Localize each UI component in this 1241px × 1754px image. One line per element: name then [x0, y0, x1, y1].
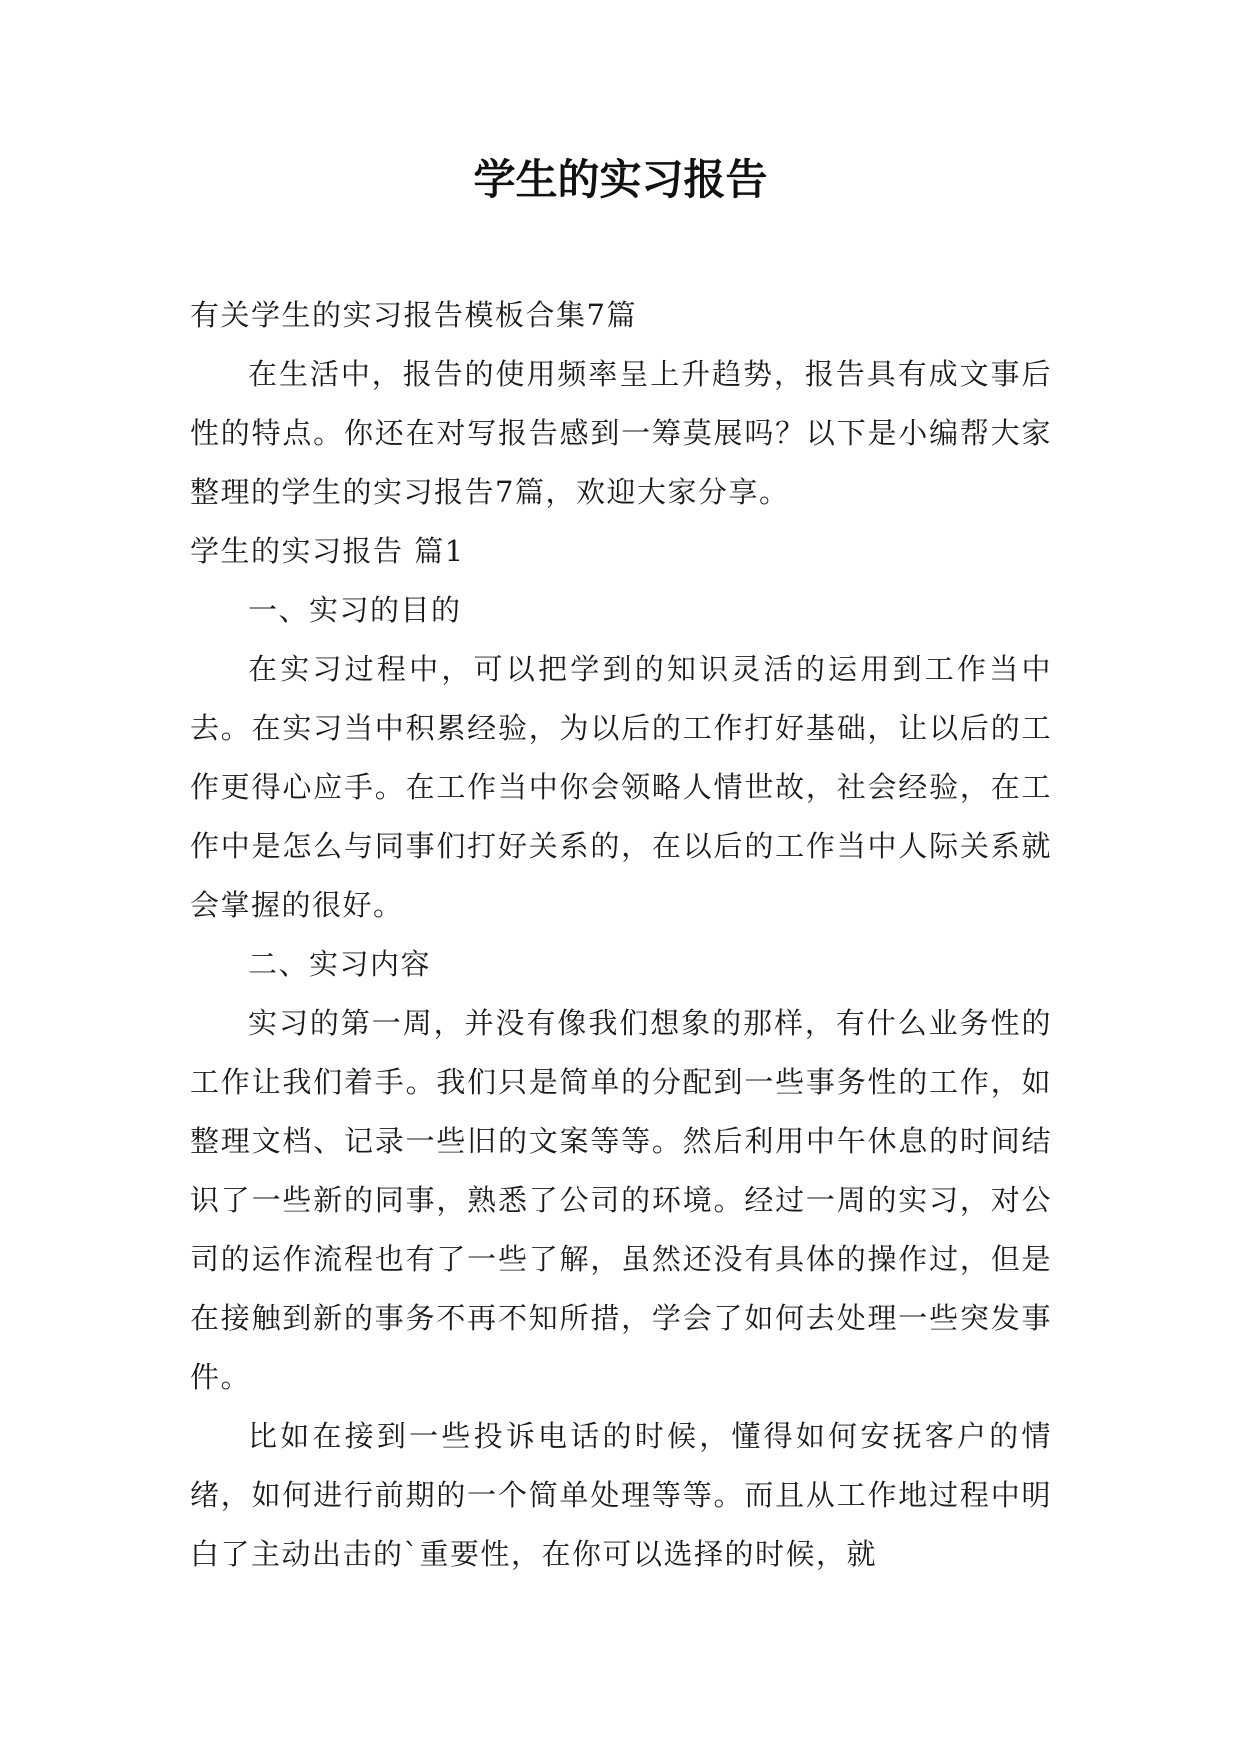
subtitle-paragraph: 有关学生的实习报告模板合集7篇 — [190, 298, 637, 332]
intro-paragraph: 在生活中，报告的使用频率呈上升趋势，报告具有成文事后性的特点。你还在对写报告感到一筹莫展吗？以下是小编帮大家整理的学生的实习报告7篇，欢迎大家分享。 — [190, 357, 1052, 509]
section-heading: 学生的实习报告 篇1 — [190, 534, 465, 568]
body-paragraph: 实习的第一周，并没有像我们想象的那样，有什么业务性的工作让我们着手。我们只是简单的分配到一些事务性的工作，如整理文档、记录一些旧的文案等等。然后利用中午休息的时间结识了一些新的同事，熟悉了公司的环境。经过一周的实习，对公司的运作流程也有了一些了解，虽然还没有具体的操作过，但是在接触到新的事务不再不知所措，学会了如何去处理一些突发事件。 — [190, 1006, 1052, 1394]
subsection-heading: 二、实习内容 — [248, 947, 432, 981]
body-paragraph: 在实习过程中，可以把学到的知识灵活的运用到工作当中去。在实习当中积累经验，为以后的工作打好基础，让以后的工作更得心应手。在工作当中你会领略人情世故，社会经验，在工作中是怎么与同事们打好关系的，在以后的工作当中人际关系就会掌握的很好。 — [190, 652, 1052, 922]
subsection-heading: 一、实习的目的 — [248, 593, 462, 627]
body-paragraph: 比如在接到一些投诉电话的时候，懂得如何安抚客户的情绪，如何进行前期的一个简单处理等等。而且从工作地过程中明白了主动出击的`重要性，在你可以选择的时候，就 — [190, 1419, 1052, 1571]
document-title: 学生的实习报告 — [473, 155, 768, 204]
document-body — [190, 286, 1052, 1584]
